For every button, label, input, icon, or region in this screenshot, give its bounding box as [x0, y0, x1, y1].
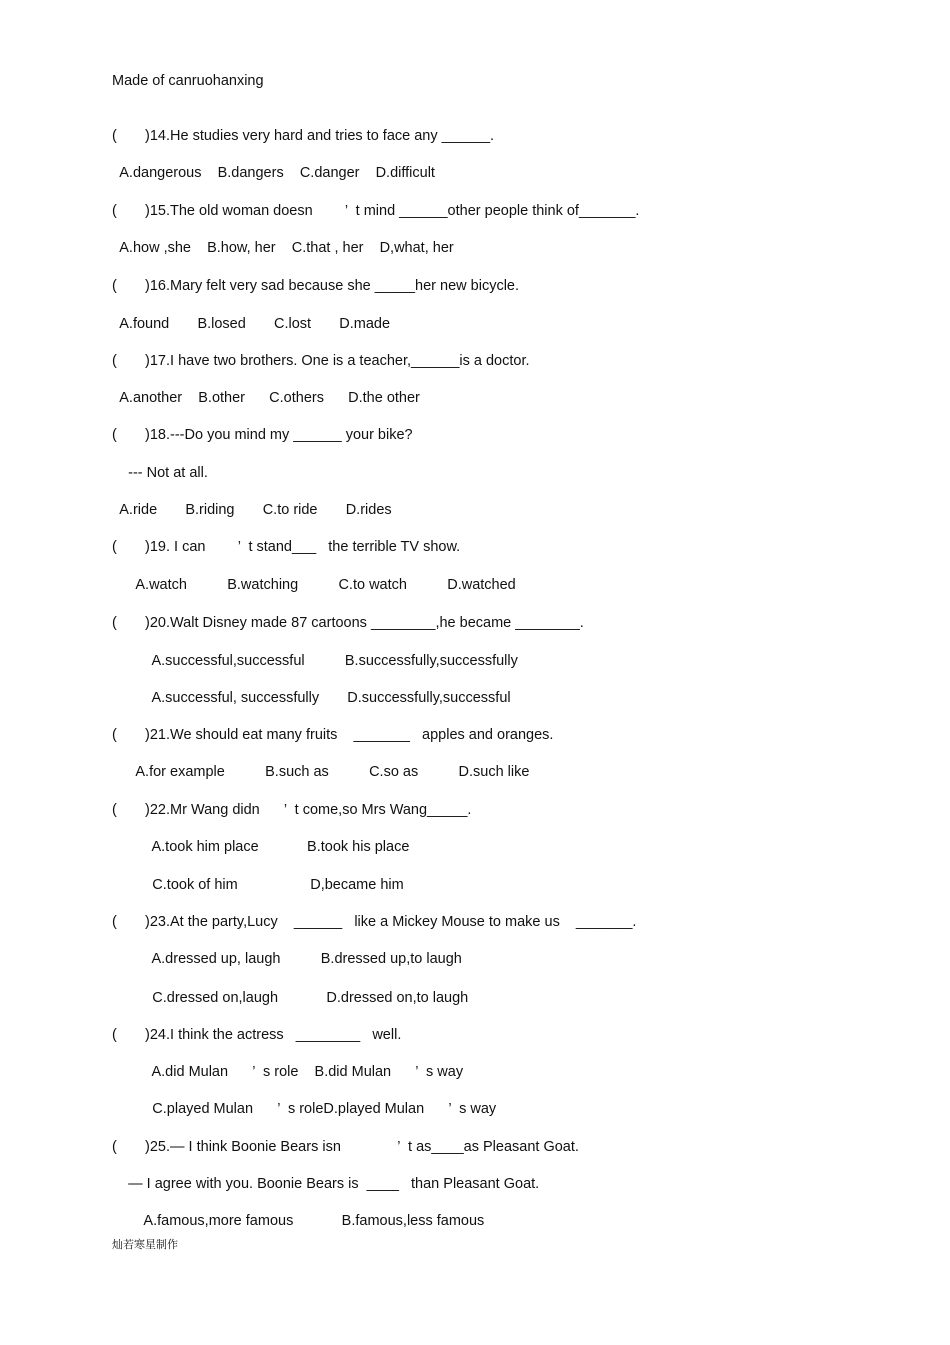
options-22-b: C.took of him D,became him	[112, 877, 404, 893]
options-16: A.found B.losed C.lost D.made	[112, 316, 391, 332]
question-18: ( )18.---Do you mind my ______ your bike?	[112, 427, 413, 443]
question-23: ( )23.At the party,Lucy ______ like a Mickey Mouse to make us _______.	[112, 914, 637, 930]
question-25: ( )25.— I think Boonie Bears isn ’ t as____as Pleasant Goat.	[112, 1139, 579, 1155]
options-14: A.dangerous B.dangers C.danger D.difficult	[112, 165, 435, 181]
options-20-a: A.successful,successful B.successfully,successfully	[112, 653, 518, 669]
question-20: ( )20.Walt Disney made 87 cartoons ________,he became ________.	[112, 615, 584, 631]
options-23-a: A.dressed up, laugh B.dressed up,to laugh	[112, 951, 462, 967]
options-19: A.watch B.watching C.to watch D.watched	[112, 577, 516, 593]
options-18: A.ride B.riding C.to ride D.rides	[112, 502, 392, 518]
options-24-b: C.played Mulan ’ s roleD.played Mulan ’ s way	[112, 1101, 497, 1117]
question-18-reply: --- Not at all.	[112, 465, 208, 481]
question-21: ( )21.We should eat many fruits _______ apples and oranges.	[112, 727, 554, 743]
question-14: ( )14.He studies very hard and tries to face any ______.	[112, 128, 495, 144]
options-21: A.for example B.such as C.so as D.such like	[112, 764, 530, 780]
options-23-b: C.dressed on,laugh D.dressed on,to laugh	[112, 990, 469, 1006]
question-25-reply: — I agree with you. Boonie Bears is ____ than Pleasant Goat.	[112, 1176, 540, 1192]
options-24-a: A.did Mulan ’ s role B.did Mulan ’ s way	[112, 1064, 464, 1080]
options-20-b: A.successful, successfully D.successfully,successful	[112, 690, 511, 706]
options-15: A.how ,she B.how, her C.that , her D,what, her	[112, 240, 454, 256]
question-24: ( )24.I think the actress ________ well.	[112, 1027, 402, 1043]
options-22-a: A.took him place B.took his place	[112, 839, 410, 855]
question-15: ( )15.The old woman doesn ’ t mind ______other people think of_______.	[112, 203, 640, 219]
question-19: ( )19. I can ’ t stand___ the terrible TV show.	[112, 539, 461, 555]
question-17: ( )17.I have two brothers. One is a teacher,______is a doctor.	[112, 353, 530, 369]
page-footer: 灿若寒星制作	[112, 1238, 178, 1251]
question-22: ( )22.Mr Wang didn ’ t come,so Mrs Wang_____.	[112, 802, 472, 818]
options-17: A.another B.other C.others D.the other	[112, 390, 420, 406]
page-header: Made of canruohanxing	[112, 73, 264, 89]
options-25: A.famous,more famous B.famous,less famous	[112, 1213, 485, 1229]
question-16: ( )16.Mary felt very sad because she _____her new bicycle.	[112, 278, 520, 294]
